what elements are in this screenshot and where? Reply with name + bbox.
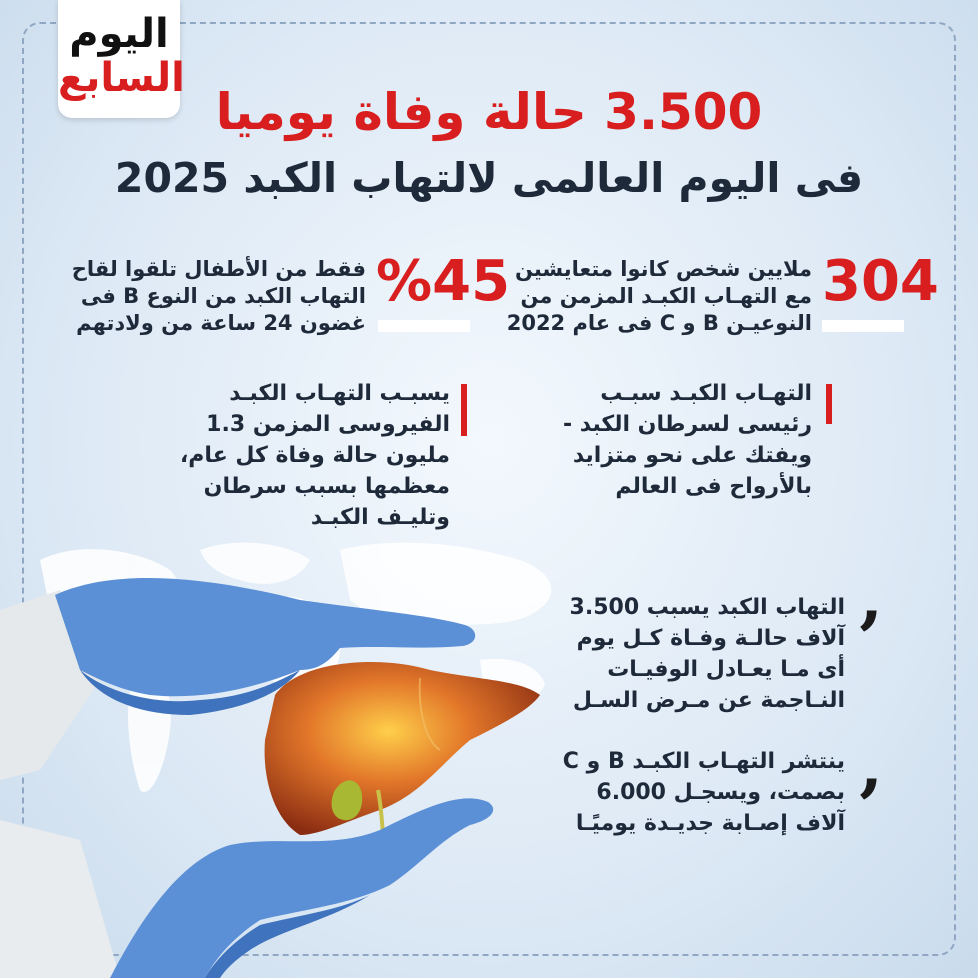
stat-number-2: %45 [376, 249, 511, 314]
stat-number-1: 304 [822, 249, 939, 314]
quote-text-1: التهاب الكبد يسبب 3.500 آلاف حالـة وفـاة كـل يوم أى مـا يعـادل الوفيـات النـاجمة عن مـرض السـل [569, 595, 845, 713]
fact-bar-1 [826, 384, 832, 424]
liver-icon [265, 662, 540, 840]
main-title: 3.500 حالة وفاة يوميا [215, 83, 763, 141]
fact-text-1: التهـاب الكبـد سبـب رئيسى لسرطان الكبد - ويفتك على نحو متزايد بالأرواح فى العالم [562, 381, 812, 499]
stat-text-2: فقط من الأطفال تلقوا لقاح التهاب الكبد من النوع B فى غضون 24 ساعة من ولادتهم [71, 257, 366, 335]
logo-line2: السابع [58, 55, 185, 101]
stat-bar-1 [822, 320, 904, 332]
fact-text-2: يسبـب التهـاب الكبـد الفيروسى المزمن 1.3 مليون حالة وفاة كل عام، معظمها بسبب سرطان وتليـف الكبـد [179, 381, 450, 530]
sub-title: فى اليوم العالمى لالتهاب الكبد 2025 [114, 154, 864, 202]
quote-text-2: ينتشر التهـاب الكبـد B و C بصمت، ويسجـل 6.000 آلاف إصـابة جديـدة يوميًـا [562, 749, 845, 836]
stat-text-1: ملايين شخص كانوا متعايشين مع التهـاب الكبـد المزمن من النوعيـن B و C فى عام 2022 [506, 257, 812, 335]
quote-mark-1: ‚ [858, 554, 884, 640]
fact-bar-2 [461, 384, 467, 436]
stat-bar-2 [378, 320, 470, 332]
quote-mark-2: ‚ [858, 722, 884, 808]
logo-line1: اليوم [69, 11, 169, 57]
